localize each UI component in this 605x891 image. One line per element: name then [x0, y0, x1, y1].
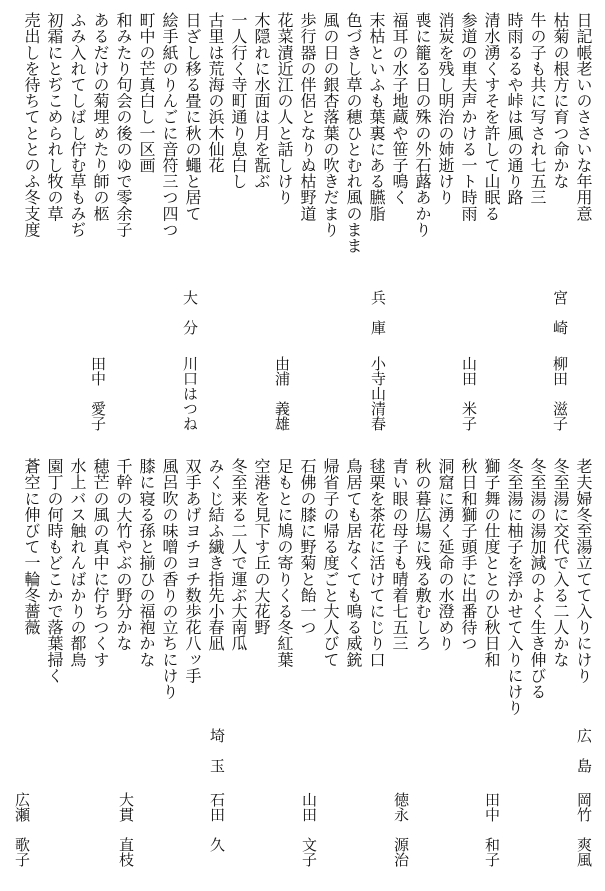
haiku-line: 老夫婦冬至湯立てて入りにけり	[574, 458, 593, 684]
haiku-line: 石佛の膝に野菊と飴一つ	[298, 458, 317, 636]
author-prefecture: 大 分	[181, 290, 199, 335]
author-name: 岡竹 爽風	[575, 792, 593, 867]
author-prefecture: 兵 庫	[369, 290, 387, 335]
haiku-line: 清水湧くすそを許して山眠る	[482, 12, 501, 222]
haiku-line: 蒼空に伸びて一輪冬薔薇	[22, 458, 41, 636]
author-name: 徳永 源治	[392, 792, 410, 867]
author-credit	[86, 0, 110, 446]
haiku-line: 喪に籠る日の殊の外石蕗あかり	[413, 12, 432, 238]
author-name: 小寺山清春	[369, 356, 387, 431]
haiku-line: 双手あげヨチヨチ数歩花八ッ手	[183, 458, 202, 684]
haiku-line: 歩行器の伴侶となりぬ枯野道	[298, 12, 317, 222]
haiku-line: ふみ入れてしばし佇む草もみぢ	[68, 12, 87, 238]
haiku-line: 冬至来る二人で運ぶ大南瓜	[229, 458, 248, 652]
haiku-line: 日記帳老いのささいな年用意	[574, 12, 593, 222]
author-credit	[114, 446, 138, 891]
haiku-line: 穂芒の風の真中に佇ちつくす	[91, 458, 110, 668]
haiku-line: 風の日の銀杏落葉の吹きだまり	[321, 12, 340, 238]
haiku-line: 洞窟に湧く延命の水澄めり	[436, 458, 455, 652]
haiku-line: 帰省子の帰る度ごと大人びて	[321, 458, 340, 668]
haiku-section-bottom	[0, 446, 605, 891]
haiku-line: 時雨るるや峠は風の通り路	[505, 12, 524, 206]
haiku-line: 絵手紙のりんごに音符三つ四つ	[160, 12, 179, 238]
author-prefecture: 埼 玉	[208, 728, 226, 773]
haiku-line: 空港を見下す丘の大花野	[252, 458, 271, 636]
haiku-line: 初霜にとぢこめられし牧の草	[45, 12, 64, 222]
author-name: 大貫 直枝	[117, 792, 135, 867]
author-credit	[457, 0, 481, 446]
author-prefecture: 広 島	[575, 728, 593, 773]
haiku-line: 鳥居ても居なくても鳴る威銃	[344, 458, 363, 668]
haiku-line: 毬栗を茶花に活けてにじり口	[367, 458, 386, 668]
author-name: 山田 米子	[460, 356, 478, 431]
haiku-line: 牛の子も共に写され七五三	[528, 12, 547, 206]
haiku-line: 売出しを待ちてととのふ冬支度	[22, 12, 41, 238]
author-credit	[10, 446, 34, 891]
author-name: 広瀬 歌子	[13, 792, 31, 867]
haiku-line: 消炭を残し明治の姉逝けり	[436, 12, 455, 206]
author-credit	[572, 446, 596, 891]
haiku-line: 福耳の水子地蔵や笹子鳴く	[390, 12, 409, 206]
author-credit	[366, 0, 390, 446]
haiku-line: 獅子舞の仕度ととのひ秋日和	[482, 458, 501, 668]
author-name: 田中 愛子	[89, 356, 107, 431]
author-credit	[297, 446, 321, 891]
author-credit	[548, 0, 572, 446]
haiku-line: あるだけの菊埋めたり師の柩	[91, 12, 110, 222]
author-credit	[178, 0, 202, 446]
author-name: 由浦 義雄	[273, 356, 291, 431]
haiku-line: 冬至湯の湯加減のよく生き伸びる	[528, 458, 547, 700]
haiku-line: 木隠れに水面は月を翫ぶ	[252, 12, 271, 190]
author-name: 川口はつね	[181, 356, 199, 431]
haiku-line: 冬至湯に交代で入る二人かな	[551, 458, 570, 668]
haiku-line: 秋日和獅子頭手に出番待つ	[459, 458, 478, 652]
haiku-line: みくじ結ふ繊き指先小春凪	[206, 458, 225, 652]
haiku-line: 園丁の何時もどこかで落葉掃く	[45, 458, 64, 684]
haiku-line: 花菜漬近江の人と話しけり	[275, 12, 294, 206]
haiku-line: 千幹の大竹やぶの野分かな	[114, 458, 133, 652]
haiku-line: 水上バス触れんばかりの都鳥	[68, 458, 87, 668]
author-name: 石田 久	[208, 792, 226, 852]
author-prefecture: 宮 崎	[551, 290, 569, 335]
haiku-line: 秋の暮広場に残る敷むしろ	[413, 458, 432, 652]
haiku-line: 枯菊の根方に育つ命かな	[551, 12, 570, 190]
haiku-line: 一人行く寺町通り息白し	[229, 12, 248, 190]
author-name: 柳田 滋子	[551, 356, 569, 431]
author-credit	[389, 446, 413, 891]
haiku-line: 町中の芒真白し一区画	[137, 12, 156, 173]
author-credit	[480, 446, 504, 891]
haiku-line: 日ざし移る畳に秋の蠅と居て	[183, 12, 202, 222]
haiku-line: 冬至湯に柚子を浮かせて入りにけり	[505, 458, 524, 716]
haiku-line: 末枯といふも葉裏にある臙脂	[367, 12, 386, 222]
haiku-line: 青い眼の母子も晴着七五三	[390, 458, 409, 652]
haiku-line: 参道の車夫声かける一ト時雨	[459, 12, 478, 222]
author-name: 田中 和子	[483, 792, 501, 867]
haiku-line: 古里は荒海の浜木仙花	[206, 12, 225, 173]
haiku-line: 足もとに鳩の寄りくる冬紅葉	[275, 458, 294, 668]
haiku-line: 風呂吹の味噌の香りの立ちにけり	[160, 458, 179, 700]
author-credit	[270, 0, 294, 446]
haiku-line: 和みたり句会の後のゆで零余子	[114, 12, 133, 238]
author-name: 山田 文子	[300, 792, 318, 867]
haiku-line: 色づきし草の穂ひとむれ風のまま	[344, 12, 363, 254]
haiku-line: 膝に寝る孫と揃ひの福袍かな	[137, 458, 156, 668]
author-credit	[205, 446, 229, 891]
